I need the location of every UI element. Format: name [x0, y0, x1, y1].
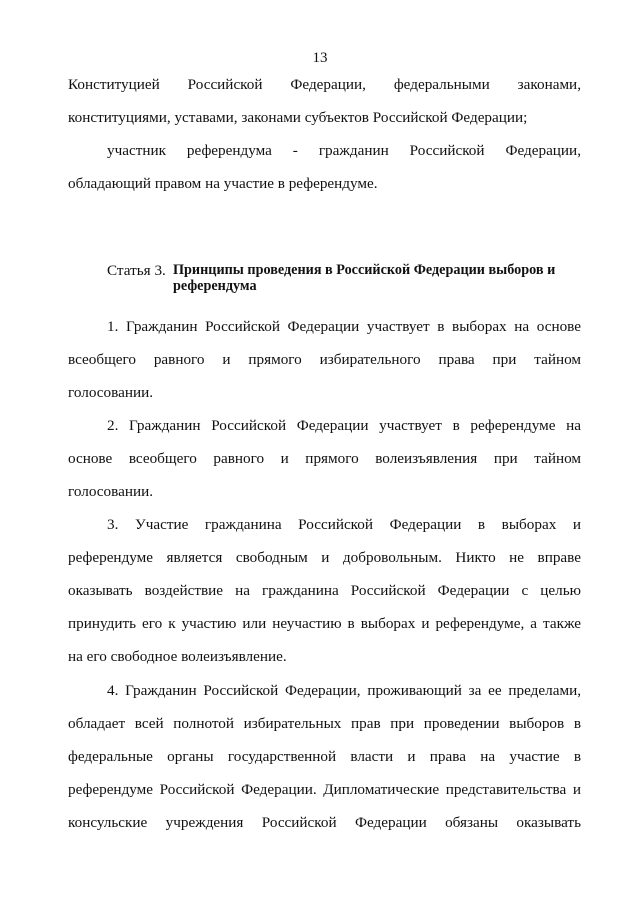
paragraph-line: обладает всей полнотой избирательных прав при проведении выборов в	[68, 715, 581, 732]
paragraph-line: основе всеобщего равного и прямого волеизъявления при тайном	[68, 450, 581, 467]
text-line: Конституцией Российской Федерации, федеральными законами,	[68, 76, 581, 93]
article-title: Принципы проведения в Российской Федерации выборов и референдума	[173, 262, 556, 294]
paragraph-line: референдуме Российской Федерации. Дипломатические представительства и	[68, 781, 581, 798]
paragraph-line: принудить его к участию или неучастию в выборах и референдуме, а также	[68, 615, 581, 632]
paragraph-line: голосовании.	[68, 384, 154, 401]
paragraph-line: референдуме является свободным и добровольным. Никто не вправе	[68, 549, 581, 566]
text-line: конституциями, уставами, законами субъектов Российской Федерации;	[68, 109, 528, 126]
text-line: участник референдума - гражданин Российской Федерации,	[107, 142, 581, 159]
paragraph-line: консульские учреждения Российской Федерации обязаны оказывать	[68, 814, 581, 831]
paragraph-line: оказывать воздействие на гражданина Российской Федерации с целью	[68, 582, 581, 599]
page-number: 13	[312, 50, 328, 66]
paragraph-line: 1. Гражданин Российской Федерации участвует в выборах на основе	[107, 318, 581, 335]
article-label: Статья 3.	[107, 262, 166, 279]
paragraph-line: голосовании.	[68, 483, 154, 500]
paragraph-line: 3. Участие гражданина Российской Федерации в выборах и	[107, 516, 581, 533]
paragraph-line: всеобщего равного и прямого избирательного права при тайном	[68, 351, 581, 368]
paragraph-line: на его свободное волеизъявление.	[68, 648, 287, 665]
paragraph-line: 2. Гражданин Российской Федерации участвует в референдуме на	[107, 417, 581, 434]
paragraph-line: 4. Гражданин Российской Федерации, проживающий за ее пределами,	[107, 682, 581, 699]
text-line: обладающий правом на участие в референдуме.	[68, 175, 378, 192]
paragraph-line: федеральные органы государственной власти и права на участие в	[68, 748, 581, 765]
